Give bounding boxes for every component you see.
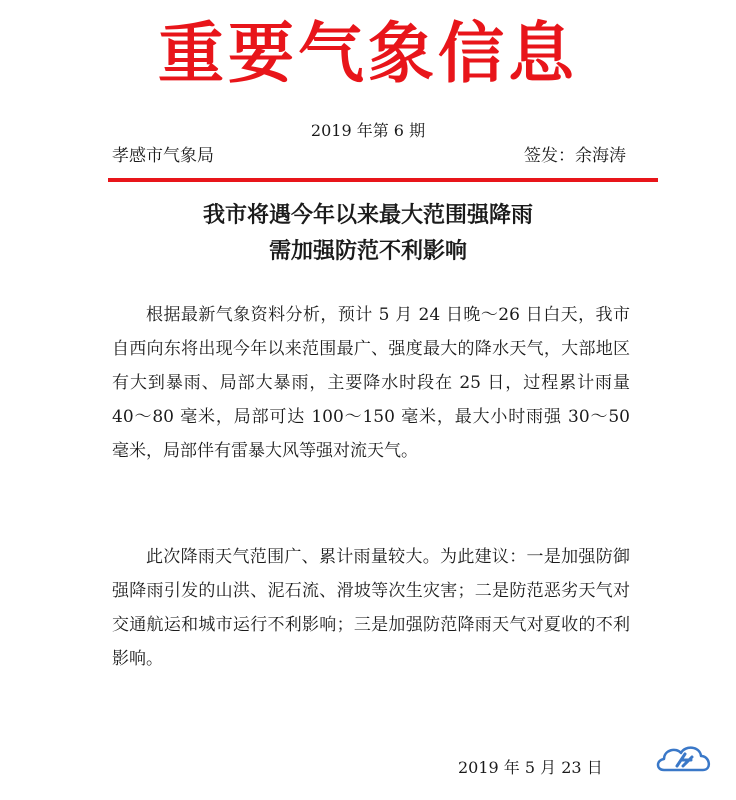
issue-number: 2019 年第 6 期 <box>310 121 426 140</box>
forecast-paragraph: 根据最新气象资料分析，预计 5 月 24 日晚～26 日白天，我市自西向东将出现今年以来范围最广、强度最大的降水天气，大部地区有大到暴雨、局部大暴雨，主要降水时段在 25 日，过程累计雨量 40～80 毫米，局部可达 100～150 毫米，最大小时雨强 30～50 毫米，局部伴有雷暴大风等强对流天气。 <box>112 305 630 461</box>
masthead-title: 重要气象信息 <box>158 15 578 92</box>
red-divider <box>108 178 658 182</box>
advice-paragraph: 此次降雨天气范围广、累计雨量较大。为此建议：一是加强防御强降雨引发的山洪、泥石流、滑坡等次生灾害；二是防范恶劣天气对交通航运和城市运行不利影响；三是加强防范降雨天气对夏收的不利影响。 <box>112 547 630 669</box>
headline-line-1: 我市将遇今年以来最大范围强降雨 <box>202 203 533 228</box>
issuing-bureau: 孝感市气象局 <box>112 146 214 166</box>
signer: 签发：余海涛 <box>524 146 626 166</box>
headline-line-2: 需加强防范不利影响 <box>268 239 467 264</box>
issue-date: 2019 年 5 月 23 日 <box>458 758 603 777</box>
article-headline <box>0 198 736 270</box>
cloud-logo-icon <box>654 740 716 778</box>
